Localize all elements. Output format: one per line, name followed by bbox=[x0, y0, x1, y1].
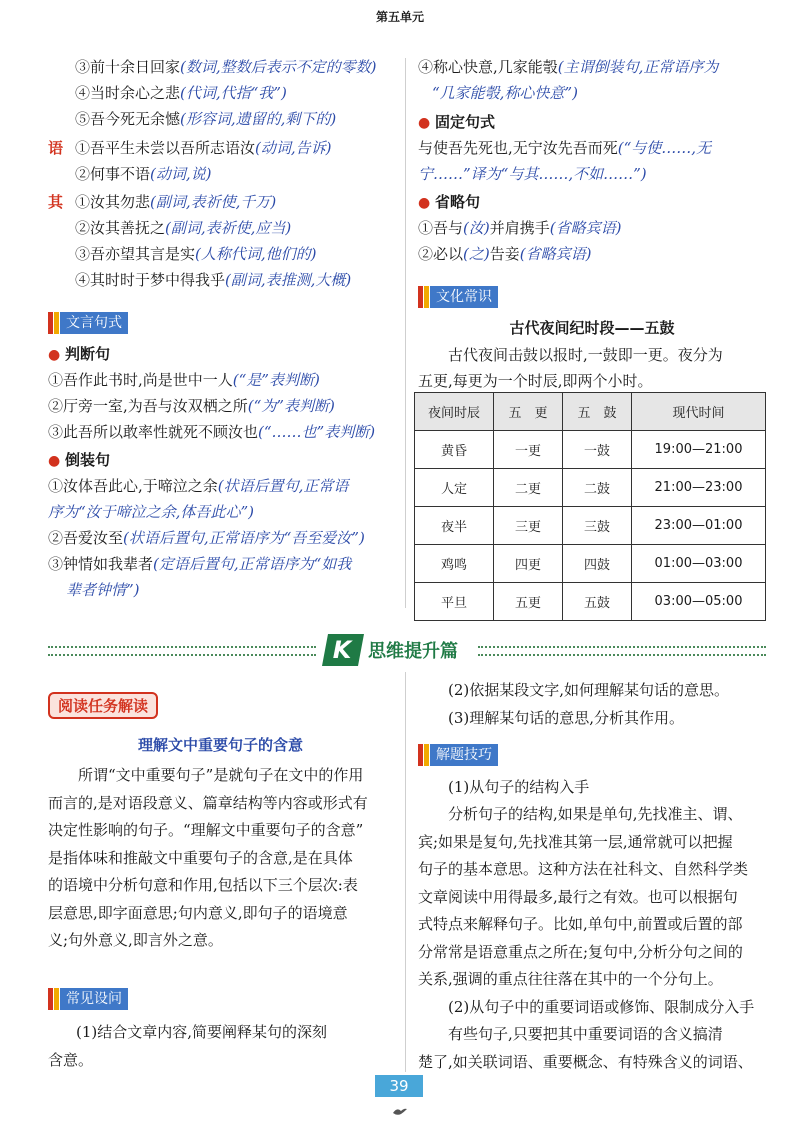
entry-line-cont: “几家能彀,称心快意”) bbox=[432, 84, 578, 102]
subheading-panduan: ● 判断句 bbox=[48, 345, 111, 363]
table-cell: 四更 bbox=[494, 545, 563, 583]
para-line: 有些句子,只要把其中重要词语的含义搞清 bbox=[448, 1025, 723, 1043]
question-line: (3)理解某句话的意思,分析其作用。 bbox=[448, 709, 685, 727]
para-line: 义;句外意义,即言外之意。 bbox=[48, 931, 223, 949]
table-cell: 一鼓 bbox=[563, 431, 632, 469]
table-cell: 二鼓 bbox=[563, 469, 632, 507]
tip-heading: (2)从句子中的重要词语或修饰、限制成分入手 bbox=[448, 998, 755, 1016]
entry-line: ③钟情如我辈者(定语后置句,正常语序为“如我 bbox=[48, 555, 352, 573]
para-line: 是指体味和推敲文中重要句子的含意,是在具体 bbox=[48, 848, 353, 867]
para-line: 句子的基本意思。这种方法在社科文、自然科学类 bbox=[418, 860, 749, 878]
subheading-guding: ● 固定句式 bbox=[418, 113, 496, 131]
entry-line: ⑤吾今死无余憾(形容词,遗留的,剩下的) bbox=[75, 110, 337, 128]
table-cell: 一更 bbox=[494, 431, 563, 469]
table-cell: 23:00—01:00 bbox=[632, 507, 766, 545]
entry-line: ③前十余日回家(数词,整数后表示不定的零数) bbox=[75, 58, 377, 76]
reading-subtitle: 理解文中重要句子的含意 bbox=[137, 736, 303, 754]
table-header: 夜间时辰 bbox=[415, 393, 494, 431]
section-title: 常见设问 bbox=[60, 988, 128, 1010]
reading-badge: 阅读任务解读 bbox=[48, 692, 158, 719]
table-cell: 五鼓 bbox=[563, 583, 632, 621]
table-cell: 五更 bbox=[494, 583, 563, 621]
bird-icon bbox=[392, 1102, 408, 1114]
tip-heading: (1)从句子的结构入手 bbox=[448, 778, 590, 796]
table-cell: 二更 bbox=[494, 469, 563, 507]
table-cell: 21:00—23:00 bbox=[632, 469, 766, 507]
section-title: 文言句式 bbox=[60, 312, 128, 334]
entry-line: ④当时余心之悲(代词,代指“我”) bbox=[75, 84, 287, 102]
culture-para: 古代夜间击鼓以报时,一鼓即一更。夜分为 bbox=[448, 346, 723, 364]
entry-line: ②必以(之)告妾(省略宾语) bbox=[418, 245, 592, 263]
page-number: 39 bbox=[375, 1075, 423, 1097]
table-cell: 四鼓 bbox=[563, 545, 632, 583]
word-qi: 其 bbox=[48, 193, 64, 211]
entry-line: ①汝其勿悲(副词,表祈使,千万) bbox=[75, 193, 277, 211]
table-row bbox=[415, 507, 766, 545]
table-cell: 黄昏 bbox=[415, 431, 494, 469]
banner-k-icon bbox=[322, 632, 366, 668]
table-cell: 03:00—05:00 bbox=[632, 583, 766, 621]
entry-line: ②厅旁一室,为吾与汝双栖之所(“为”表判断) bbox=[48, 397, 335, 415]
para-line: 关系,强调的重点往往落在其中的一个分句上。 bbox=[418, 970, 723, 988]
culture-heading: 古代夜间纪时段——五鼓 bbox=[509, 319, 675, 337]
para-line: 文章阅读中用得最多,最行之有效。也可以根据句 bbox=[418, 887, 738, 906]
para-line: 宾;如果是复句,先找准其第一层,通常就可以把握 bbox=[418, 832, 733, 851]
culture-para: 五更,每更为一个时辰,即两个小时。 bbox=[418, 372, 653, 390]
para-line: 楚了,如关联词语、重要概念、有特殊含义的词语、 bbox=[418, 1052, 753, 1071]
column-divider-lower bbox=[405, 672, 406, 1072]
table-cell: 夜半 bbox=[415, 507, 494, 545]
tip2-paragraph bbox=[418, 1021, 766, 1076]
para-line: 而言的,是对语段意义、篇章结构等内容或形式有 bbox=[48, 793, 368, 812]
entry-line: ③吾亦望其言是实(人称代词,他们的) bbox=[75, 245, 317, 263]
entry-line: ①汝体吾此心,于啼泣之余(状语后置句,正常语 bbox=[48, 477, 349, 495]
entry-line-cont: 辈者钟情”) bbox=[66, 581, 140, 599]
tip1-paragraph bbox=[418, 801, 766, 994]
table-header: 现代时间 bbox=[632, 393, 766, 431]
para-line: 分析句子的结构,如果是单句,先找准主、谓、 bbox=[448, 805, 743, 823]
para-line: 分常常是语意重点之所在;复句中,分析分句之间的 bbox=[418, 942, 743, 961]
time-table bbox=[414, 392, 766, 621]
entry-line: 与使吾先死也,无宁汝先吾而死(“与使……,无 bbox=[418, 139, 712, 157]
entry-line: ③此吾所以敢率性就死不顾汝也(“……也”表判断) bbox=[48, 423, 376, 441]
reading-paragraph bbox=[48, 762, 393, 955]
entry-line-cont: 宁……”译为“与其……,不如……”) bbox=[418, 165, 647, 183]
entry-line: ①吾平生未尝以吾所志语汝(动词,告诉) bbox=[75, 139, 332, 157]
word-yu: 语 bbox=[48, 139, 64, 157]
para-line: 的语境中分析句意和作用,包括以下三个层次:表 bbox=[48, 876, 358, 894]
entry-line: ④其时时于梦中得我乎(副词,表推测,大概) bbox=[75, 271, 352, 289]
subheading-shenglue: ● 省略句 bbox=[418, 193, 481, 211]
para-line: 层意思,即字面意思;句内意义,即句子的语境意 bbox=[48, 903, 348, 922]
table-header: 五 更 bbox=[494, 393, 563, 431]
para-line: 决定性影响的句子。“理解文中重要句子的含意” bbox=[48, 821, 364, 839]
table-row bbox=[415, 431, 766, 469]
question-line: (2)依据某段文字,如何理解某句话的意思。 bbox=[448, 681, 730, 699]
table-cell: 三更 bbox=[494, 507, 563, 545]
table-header-row bbox=[415, 393, 766, 431]
banner-rule-left bbox=[48, 646, 316, 656]
table-header: 五 鼓 bbox=[563, 393, 632, 431]
subheading-daozhuang: ● 倒装句 bbox=[48, 451, 111, 469]
table-cell: 鸡鸣 bbox=[415, 545, 494, 583]
table-cell: 人定 bbox=[415, 469, 494, 507]
question-line: (1)结合文章内容,简要阐释某句的深刻 bbox=[76, 1023, 328, 1041]
entry-line: ④称心快意,几家能彀(主谓倒装句,正常语序为 bbox=[418, 58, 719, 76]
para-line: 式特点来解释句子。比如,单句中,前置或后置的部 bbox=[418, 915, 743, 933]
entry-line: ②吾爱汝至(状语后置句,正常语序为“吾至爱汝”) bbox=[48, 529, 365, 547]
entry-line: ①吾作此书时,尚是世中一人(“是”表判断) bbox=[48, 371, 320, 389]
table-cell: 三鼓 bbox=[563, 507, 632, 545]
entry-line: ②汝其善抚之(副词,表祈使,应当) bbox=[75, 219, 292, 237]
table-cell: 19:00—21:00 bbox=[632, 431, 766, 469]
entry-line-cont: 序为“汝于啼泣之余,体吾此心”) bbox=[48, 503, 254, 521]
table-cell: 平旦 bbox=[415, 583, 494, 621]
banner-title: 思维提升篇 bbox=[368, 641, 458, 662]
banner-letter: K bbox=[332, 636, 352, 664]
unit-header: 第五单元 bbox=[375, 10, 424, 24]
entry-line: ①吾与(汝)并肩携手(省略宾语) bbox=[418, 219, 622, 237]
banner-rule-right bbox=[478, 646, 766, 656]
section-title: 解题技巧 bbox=[430, 744, 498, 766]
section-title: 文化常识 bbox=[430, 286, 498, 308]
table-cell: 01:00—03:00 bbox=[632, 545, 766, 583]
question-line: 含意。 bbox=[48, 1051, 94, 1069]
entry-line: ②何事不语(动词,说) bbox=[75, 165, 212, 183]
table-row bbox=[415, 469, 766, 507]
table-row bbox=[415, 545, 766, 583]
table-row bbox=[415, 583, 766, 621]
column-divider bbox=[405, 58, 406, 608]
para-line: 所谓“文中重要句子”是就句子在文中的作用 bbox=[78, 766, 364, 784]
